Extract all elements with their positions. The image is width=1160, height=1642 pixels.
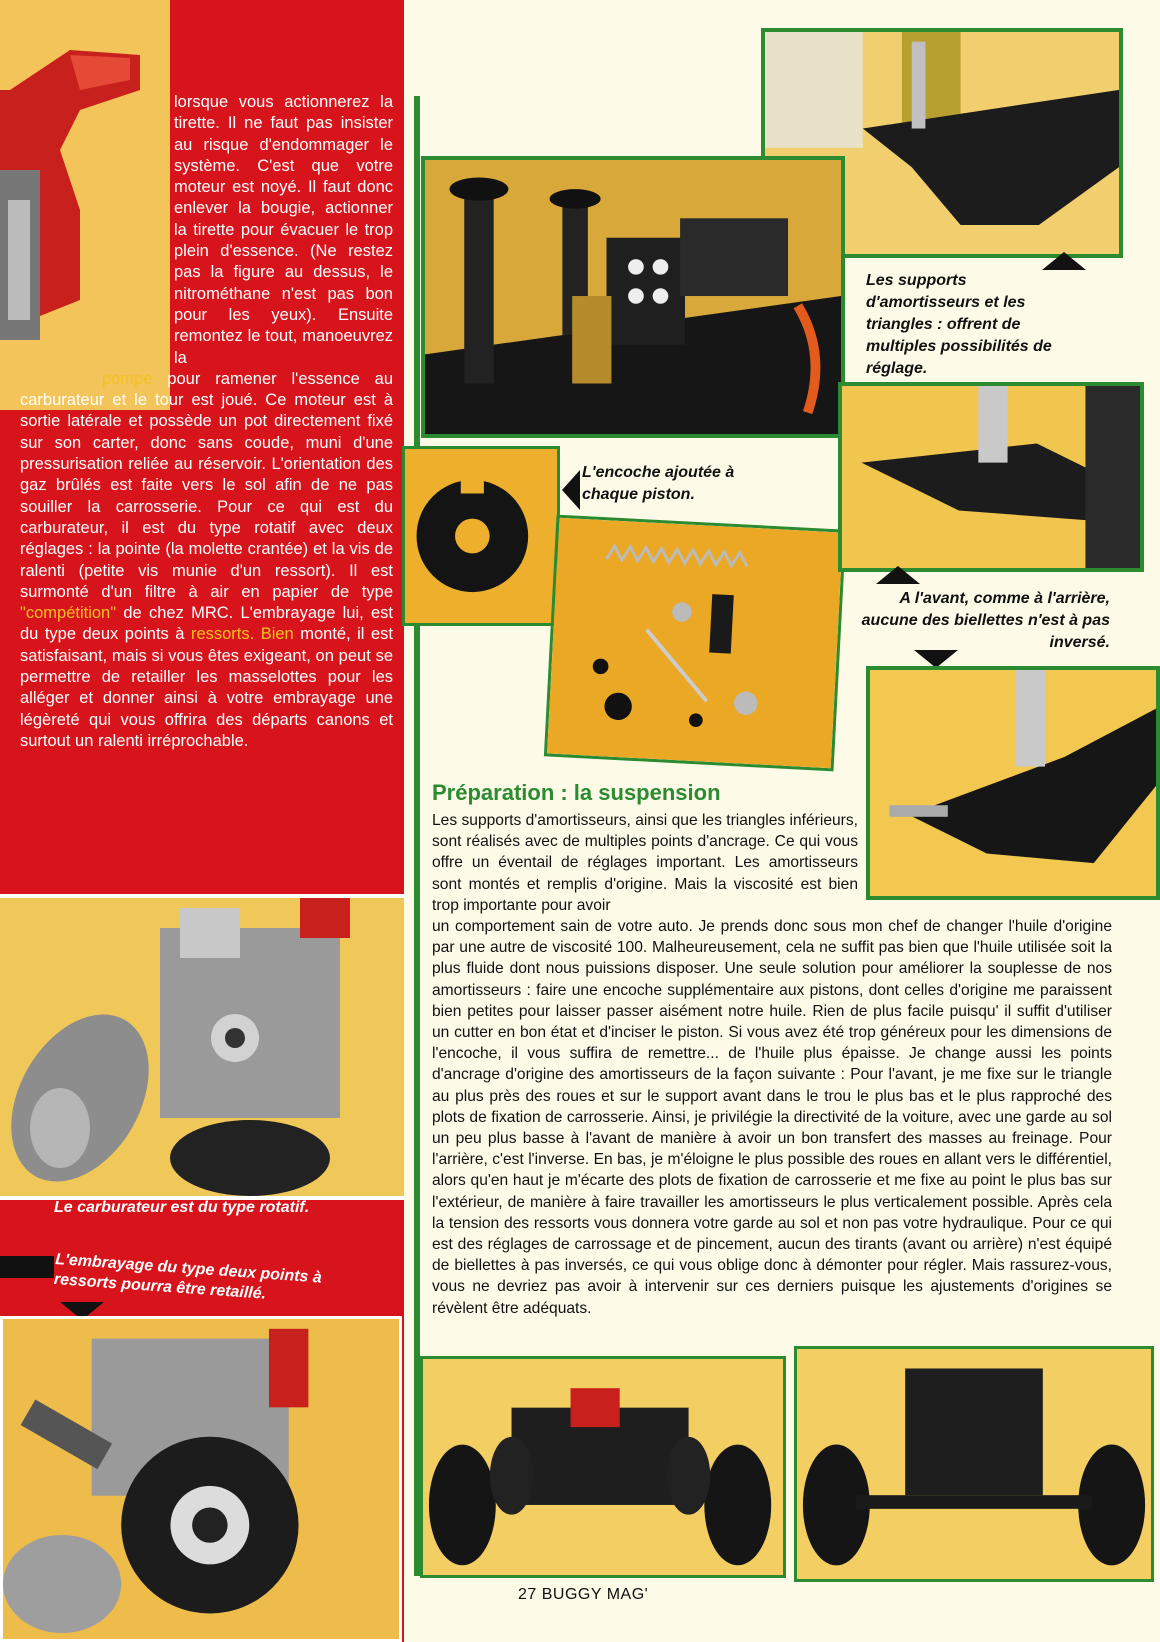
article-body-wide: un comportement sain de votre auto. Je prends donc sous mon chef de changer l'huile d'origine par une autre de viscosité 100. Malheureusement, cela ne suffit pas bien que l'huile utilisée soit la plus fluide dont nous puissions disposer. Une seule solution pour améliorer la souplesse de nos amortisseurs : faire une encoche supplémentaire aux pistons, dont celles d'origine me paraissent bien petites pour laisser passer aisément notre huile. Rien de plus facile puisqu' il suffit d'utiliser un cutter en bon état et d'inciser le piston. Si vous avez été trop généreux pour les dimensions de l'encoche, il vous suffira de remettre... de l'huile plus épaisse. Je change aussi les points d'ancrage d'origine des amortisseurs de la façon suivante : Pour l'avant, je me fixe sur le triangle au plus près des roues et sur le support avant dans le trou le plus bas et le plus rapproché des plots de fixation de carrosserie. Ainsi, je privilégie la directivité de la voiture, avec une garde au sol un peu plus basse à l'avant de manière à avoir un bon transfert des masses au freinage. Pour l'arrière, c'est l'inverse. En bas, je m'éloigne le plus possible des roues en allant vers le différentiel, alors qu'en haut je m'écarte des plots de fixation de carrosserie et me fixe au point le plus bas sur l'extérieur, de manière à faire travailler les amortisseurs le plus verticalement possible. Après cela la tension des ressorts vous donnera votre garde au sol et non pas votre hydraulique. Pour ce qui est des réglages de carrossage et de pincement, aucun des tirants (avant ou arrière) n'est équipé de biellettes à pas inversés, ce qui vous oblige donc à démonter pour régler. Mais rassurez-vous, vous ne devriez pas avoir à intervenir sur ces derniers puisque les ajustements d'origines se révèlent être adéquats. xyxy=(432,918,1112,1317)
highlight-pompe: pompe xyxy=(102,369,153,388)
photo-rear-arm xyxy=(866,666,1160,900)
highlight-competition: "compétition" xyxy=(20,604,117,623)
arrow-supports xyxy=(1042,252,1086,270)
text-intro: lorsque vous actionnerez la tirette. Il ne faut pas insister au risque d'endommager le système. C'est que votre moteur est noyé. Il faut donc enlever la bougie, actionner la tirette pour évacuer le trop plein d'essence. (Ne restez pas la figure au dessus, le nitrométhane n'est pas bon pour les yeux). Ensuite remontez le tout, manoeuvrez la xyxy=(174,93,393,367)
caption-embrayage: L'embrayage du type deux points à ressorts pourra être retaillé. xyxy=(53,1250,323,1303)
photo-engine-carburettor xyxy=(0,894,404,1200)
caption-carburateur: Le carburateur est du type rotatif. xyxy=(54,1199,310,1216)
left-column-text xyxy=(20,92,393,752)
article-heading: Préparation : la suspension xyxy=(432,780,721,805)
photo-shock-mount xyxy=(421,156,845,438)
article-body-narrow: Les supports d'amortisseurs, ainsi que les triangles inférieurs, sont réalisés avec de multiples points d'ancrage. Ce qui vous offre un éventail de réglages important. Les amortisseurs sont montés et remplis d'origine. Mais la viscosité est bien trop importante pour avoir xyxy=(432,812,858,914)
arrow-biellettes-up xyxy=(876,566,920,584)
highlight-ressorts: ressorts. Bien xyxy=(190,625,294,644)
photo-engine-clutch xyxy=(0,1316,402,1642)
photo-piston xyxy=(402,446,560,626)
page-folio: 27 BUGGY MAG' xyxy=(518,1586,649,1603)
photo-buggy-rear xyxy=(794,1346,1154,1582)
photo-buggy-front xyxy=(420,1356,786,1578)
marker-embrayage xyxy=(0,1256,54,1278)
caption-biellettes: A l'avant, comme à l'arrière, aucune des biellettes n'est à pas inversé. xyxy=(861,590,1110,651)
photo-front-arm xyxy=(838,382,1144,572)
photo-shock-parts xyxy=(544,515,846,772)
caption-supports: Les supports d'amortisseurs et les triangles : offrent de multiples possibilités de réglage. xyxy=(866,272,1052,377)
caption-encoche: L'encoche ajoutée à chaque piston. xyxy=(582,464,735,503)
arrow-encoche xyxy=(562,470,580,510)
text-main-paragraph: pompe pour ramener l'essence au carburateur et le tour est joué. Ce moteur est à sortie latérale et possède un pot directement fixé sur son carter, donc sans coude, muni d'une pressurisation reliée au réservoir. L'orientation des gaz brûlés est faite vers le sol afin de ne pas souiller la carrosserie. Pour ce qui est du carburateur, il est du type rotatif avec deux réglages : la pointe (la molette crantée) et la vis de ralenti (petite vis munie d'un ressort). Il est surmonté d'un filtre à air en papier de type "compétition" de chez MRC. L'embrayage lui, est du type deux points à ressorts. Bien monté, il est satisfaisant, mais si vous êtes exigeant, on peut se permettre de retailler les masselottes pour les alléger et donner ainsi à votre embrayage une légèreté qui vous offrira des départs canons et surtout un ralenti irréprochable. xyxy=(20,369,394,750)
